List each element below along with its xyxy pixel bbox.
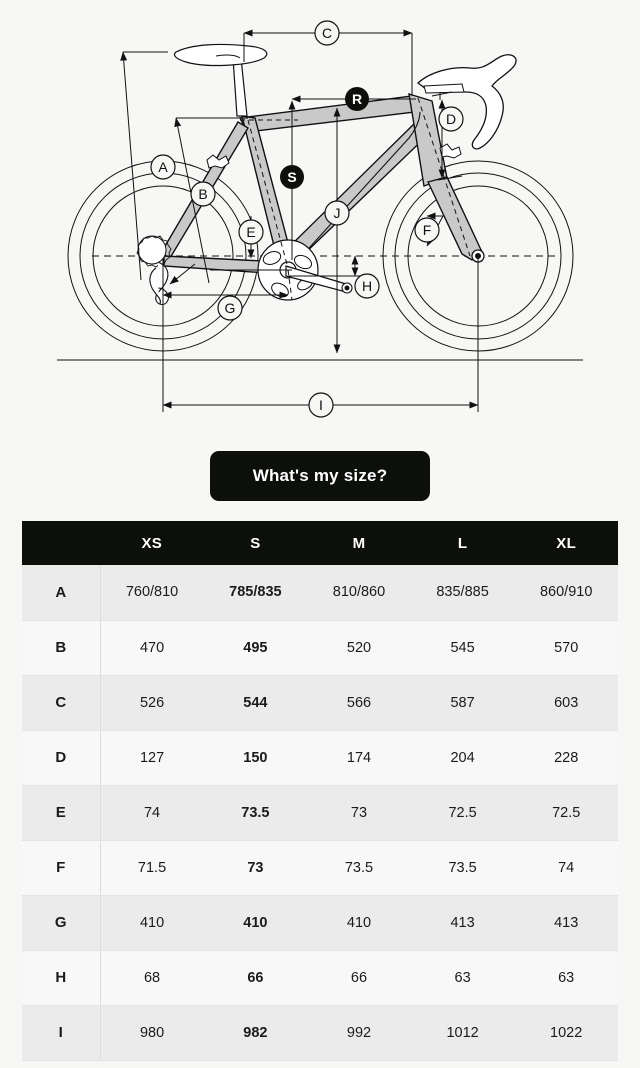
geometry-table (22, 521, 618, 1061)
geometry-table-body (22, 565, 618, 1060)
label-text-f: F (422, 222, 432, 239)
diagram-label-c (315, 21, 339, 45)
cell-f-xs: 71.5 (100, 840, 204, 895)
cell-c-xs: 526 (100, 675, 204, 730)
whats-my-size-button[interactable]: What's my size? (210, 451, 430, 501)
diagram-label-g (218, 296, 242, 320)
cell-h-xl: 63 (514, 950, 618, 1005)
cell-e-l: 72.5 (411, 785, 515, 840)
cell-i-s: 982 (204, 1005, 308, 1060)
table-corner-cell (22, 521, 100, 565)
cell-f-xl: 74 (514, 840, 618, 895)
row-label-f: F (22, 840, 100, 895)
row-label-e: E (22, 785, 100, 840)
cell-e-s: 73.5 (204, 785, 308, 840)
row-label-c: C (22, 675, 100, 730)
column-header-xs[interactable]: XS (100, 521, 204, 565)
label-text-g: G (224, 300, 236, 317)
cell-h-m: 66 (307, 950, 411, 1005)
cell-g-s: 410 (204, 895, 308, 950)
diagram-label-r (345, 87, 369, 111)
column-header-m[interactable]: M (307, 521, 411, 565)
diagram-label-h (355, 274, 379, 298)
cell-d-m: 174 (307, 730, 411, 785)
row-label-h: H (22, 950, 100, 1005)
table-header-row (22, 521, 618, 565)
row-label-b: B (22, 620, 100, 675)
table-row (22, 1005, 618, 1060)
cell-d-l: 204 (411, 730, 515, 785)
cell-c-l: 587 (411, 675, 515, 730)
cell-c-m: 566 (307, 675, 411, 730)
cell-e-xl: 72.5 (514, 785, 618, 840)
cell-a-s: 785/835 (204, 565, 308, 620)
table-row (22, 565, 618, 620)
table-row (22, 840, 618, 895)
label-text-e: E (246, 224, 256, 241)
label-text-h: H (361, 278, 373, 295)
cell-i-l: 1012 (411, 1005, 515, 1060)
diagram-label-s (280, 165, 304, 189)
cell-f-m: 73.5 (307, 840, 411, 895)
label-text-s: S (287, 169, 297, 186)
label-text-i: I (319, 397, 323, 414)
cell-i-xs: 980 (100, 1005, 204, 1060)
diagram-label-b (191, 182, 215, 206)
table-row (22, 785, 618, 840)
row-label-g: G (22, 895, 100, 950)
cell-i-xl: 1022 (514, 1005, 618, 1060)
cell-g-l: 413 (411, 895, 515, 950)
cell-d-xl: 228 (514, 730, 618, 785)
cell-g-xs: 410 (100, 895, 204, 950)
cell-d-xs: 127 (100, 730, 204, 785)
column-header-s[interactable]: S (204, 521, 308, 565)
cell-f-s: 73 (204, 840, 308, 895)
table-row (22, 730, 618, 785)
cell-c-s: 544 (204, 675, 308, 730)
cell-b-xl: 570 (514, 620, 618, 675)
cell-h-s: 66 (204, 950, 308, 1005)
row-label-d: D (22, 730, 100, 785)
row-label-a: A (22, 565, 100, 620)
label-text-a: A (158, 159, 168, 176)
cell-g-xl: 413 (514, 895, 618, 950)
cell-a-xs: 760/810 (100, 565, 204, 620)
label-text-r: R (351, 91, 363, 108)
cell-b-m: 520 (307, 620, 411, 675)
cell-d-s: 150 (204, 730, 308, 785)
diagram-label-d (439, 107, 463, 131)
bike-geometry-diagram (0, 0, 640, 438)
table-row (22, 950, 618, 1005)
table-row (22, 620, 618, 675)
cell-b-s: 495 (204, 620, 308, 675)
cell-h-l: 63 (411, 950, 515, 1005)
geometry-table-container (22, 521, 618, 1068)
diagram-label-a (151, 155, 175, 179)
cell-b-l: 545 (411, 620, 515, 675)
cell-f-l: 73.5 (411, 840, 515, 895)
row-label-i: I (22, 1005, 100, 1060)
cell-e-xs: 74 (100, 785, 204, 840)
cell-g-m: 410 (307, 895, 411, 950)
diagram-label-f (415, 218, 439, 242)
label-text-d: D (445, 111, 457, 128)
cell-a-xl: 860/910 (514, 565, 618, 620)
cell-c-xl: 603 (514, 675, 618, 730)
cell-b-xs: 470 (100, 620, 204, 675)
cell-a-l: 835/885 (411, 565, 515, 620)
cell-e-m: 73 (307, 785, 411, 840)
cell-i-m: 992 (307, 1005, 411, 1060)
label-text-b: B (198, 186, 208, 203)
diagram-label-i (309, 393, 333, 417)
bike-diagram-svg (0, 0, 640, 438)
diagram-label-j (325, 201, 349, 225)
label-text-j: J (333, 205, 341, 222)
cell-a-m: 810/860 (307, 565, 411, 620)
diagram-label-e (239, 220, 263, 244)
column-header-l[interactable]: L (411, 521, 515, 565)
cell-h-xs: 68 (100, 950, 204, 1005)
geometry-table-head (22, 521, 618, 565)
column-header-xl[interactable]: XL (514, 521, 618, 565)
table-row (22, 675, 618, 730)
label-text-c: C (321, 25, 333, 42)
table-row (22, 895, 618, 950)
